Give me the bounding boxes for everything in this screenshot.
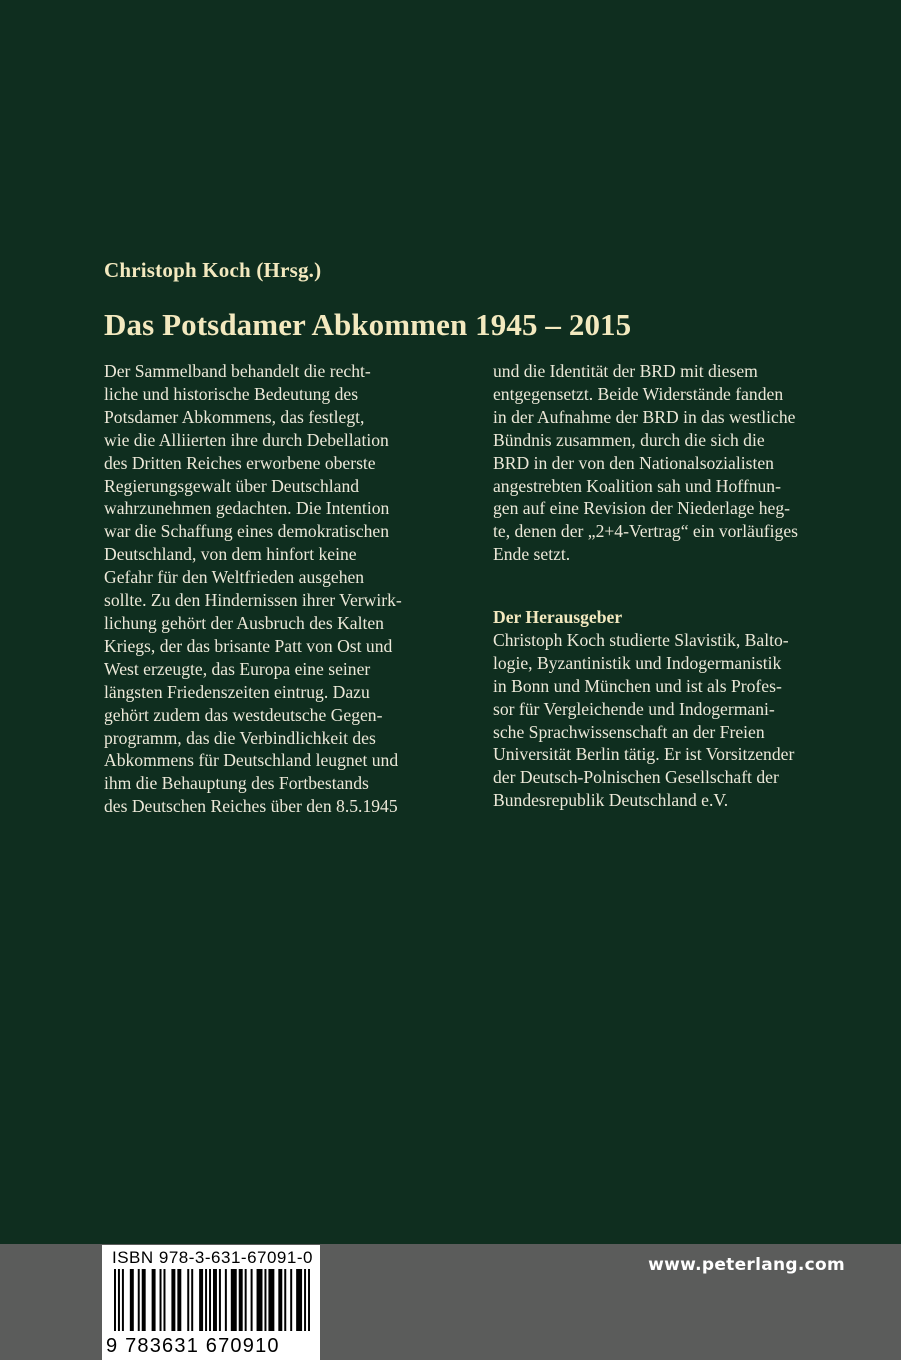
book-title: Das Potsdamer Abkommen 1945 – 2015 [104,307,632,342]
blurb-line: Ende setzt. [493,544,571,565]
blurb-line: West erzeugte, das Europa eine seiner [104,658,371,679]
blurb-line: Kriegs, der das brisante Patt von Ost und [104,635,393,656]
barcode-bar [225,1269,227,1331]
blurb-line: Abkommens für Deutschland leugnet und [104,750,399,771]
barcode-bar [171,1269,175,1331]
blurb-right-column [493,360,853,566]
barcode-bar [160,1269,162,1331]
bio-line: Bundesrepublik Deutschland e.V. [493,790,729,811]
barcode-bar [213,1269,217,1331]
blurb-line: Bündnis zusammen, durch die sich die [493,429,765,450]
blurb-line: gehört zudem das westdeutsche Gegen- [104,704,383,725]
barcode-bar [118,1269,120,1331]
bio-line: in Bonn und München und ist als Profes- [493,675,782,696]
barcode-bar [304,1269,306,1331]
blurb-line: Potsdamer Abkommens, das festlegt, [104,406,365,427]
barcode-bar [187,1269,189,1331]
ean-digits: 9 783631 670910 [106,1335,280,1357]
isbn-barcode [102,1245,320,1360]
editor-bio-heading: Der Herausgeber [493,607,623,627]
barcode-bar [138,1269,140,1331]
barcode-bar [245,1269,247,1331]
bio-line: Christoph Koch studierte Slavistik, Balto- [493,629,789,650]
blurb-line: in der Aufnahme der BRD in das westliche [493,406,796,427]
publisher-url-link[interactable]: www.peterlang.com [648,1255,845,1275]
barcode-bar [209,1269,211,1331]
barcode-bar [199,1269,203,1331]
bio-line: Universität Berlin tätig. Er ist Vorsitzender [493,744,795,765]
blurb-line: Der Sammelband behandelt die recht- [104,361,371,381]
blurb-line: angestrebten Koalition sah und Hoffnun- [493,475,781,496]
blurb-line: lichung gehört der Ausbruch des Kalten [104,612,384,633]
barcode-bar [231,1269,237,1331]
barcode-bar [264,1269,266,1331]
barcode-bar [142,1269,146,1331]
editor-bio [493,606,853,812]
bio-line: der Deutsch-Polnischen Gesellschaft der [493,767,779,788]
barcode-bar [163,1269,165,1331]
blurb-line: Deutschland, von dem hinfort keine [104,544,357,565]
barcode-bar [152,1269,156,1331]
barcode-bar [257,1269,263,1331]
blurb-line: liche und historische Bedeutung des [104,383,359,404]
barcode-bar [177,1269,181,1331]
barcode-bar [251,1269,253,1331]
blurb-line: sollte. Zu den Hindernissen ihrer Verwirk- [104,590,402,611]
barcode-bar [114,1269,116,1331]
barcode-bar [278,1269,282,1331]
blurb-line: te, denen der „2+4-Vertrag“ ein vorläufiges [493,521,798,542]
blurb-line: Regierungsgewalt über Deutschland [104,475,360,496]
barcode-bar [296,1269,302,1331]
blurb-line: BRD in der von den Nationalsozialisten [493,452,774,473]
barcode-bar [219,1269,221,1331]
barcode-bar [205,1269,207,1331]
barcode-bar [239,1269,243,1331]
barcode-bars [114,1269,310,1339]
blurb-line: war die Schaffung eines demokratischen [104,521,389,542]
isbn-label: ISBN 978-3-631-67091-0 [112,1248,313,1267]
barcode-bar [130,1269,134,1331]
blurb-line: entgegensetzt. Beide Widerstände fanden [493,383,784,404]
blurb-line: des Dritten Reiches erworbene oberste [104,452,376,473]
blurb-line: Gefahr für den Weltfrieden ausgehen [104,567,365,588]
barcode-bar [308,1269,310,1331]
barcode-bar [290,1269,292,1331]
bio-line: sche Sprachwissenschaft an der Freien [493,721,765,742]
book-editor: Christoph Koch (Hrsg.) [104,258,322,282]
blurb-line: gen auf eine Revision der Niederlage heg- [493,498,791,519]
blurb-line: längsten Friedenszeiten eintrug. Dazu [104,681,370,702]
barcode-bar [122,1269,124,1331]
barcode-bar [268,1269,274,1331]
blurb-line: des Deutschen Reiches über den 8.5.1945 [104,796,398,817]
barcode-bar [191,1269,193,1331]
blurb-line: wahrzunehmen gedachten. Die Intention [104,498,390,519]
bio-line: sor für Vergleichende und Indogermani- [493,698,775,719]
barcode-bar [284,1269,286,1331]
blurb-line: ihm die Behauptung des Fortbestands [104,773,369,794]
bio-line: logie, Byzantinistik und Indogermanistik [493,652,782,673]
blurb-line: und die Identität der BRD mit diesem [493,361,758,381]
blurb-line: programm, das die Verbindlichkeit des [104,727,376,748]
blurb-line: wie die Alliierten ihre durch Debellation [104,429,389,450]
blurb-left-column [104,360,459,818]
